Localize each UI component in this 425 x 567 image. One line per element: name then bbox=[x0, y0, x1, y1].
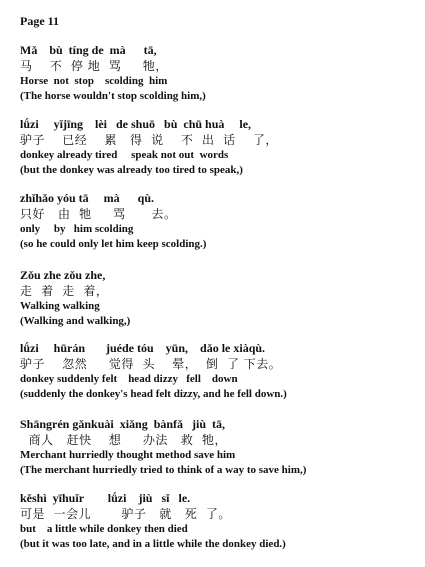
verse-block-4 bbox=[20, 269, 420, 331]
verse-block-1 bbox=[20, 44, 420, 106]
hanzi-line: 商人 赶快 想 办法 救 牠， bbox=[20, 433, 227, 447]
hanzi-line: 可是 一会儿 驴子 就 死 了。 bbox=[20, 507, 231, 521]
verse-block-5 bbox=[20, 342, 420, 404]
word-gloss-line: Merchant hurriedly thought method save him bbox=[20, 449, 236, 461]
translation-line: (but the donkey was already too tired to speak,) bbox=[20, 164, 243, 176]
page-number: Page 11 bbox=[20, 14, 59, 28]
translation-line: (The horse wouldn't stop scolding him,) bbox=[20, 90, 206, 102]
translation-line: (but it was too late, and in a little while the donkey died.) bbox=[20, 538, 286, 550]
translation-line: (suddenly the donkey's head felt dizzy, and he fell down.) bbox=[20, 388, 287, 400]
hanzi-line: 只好 由 牠 骂 去。 bbox=[20, 207, 177, 221]
pinyin-line: kěshì yīhuǐr lǘzi jiù sǐ le. bbox=[20, 491, 191, 505]
verse-block-7 bbox=[20, 492, 420, 554]
pinyin-line: lǘzi hūrán juéde tóu yūn, dǎo le xiàqù. bbox=[20, 341, 266, 355]
word-gloss-line: but a little while donkey then died bbox=[20, 523, 188, 535]
hanzi-line: 马 不 停 地 骂 牠， bbox=[20, 59, 168, 73]
translation-line: (so he could only let him keep scolding.) bbox=[20, 238, 207, 250]
pinyin-line: Zǒu zhe zǒu zhe, bbox=[20, 268, 106, 282]
word-gloss-line: donkey already tired speak not out words bbox=[20, 149, 229, 161]
word-gloss-line: only by him scolding bbox=[20, 223, 134, 235]
verse-block-3 bbox=[20, 192, 420, 254]
word-gloss-line: donkey suddenly felt head dizzy fell down bbox=[20, 373, 238, 385]
verse-block-6 bbox=[20, 418, 420, 480]
hanzi-line: 驴子 已经 累 得 说 不 出 话 了， bbox=[20, 133, 278, 147]
translation-line: (The merchant hurriedly tried to think of a way to save him,) bbox=[20, 464, 307, 476]
word-gloss-line: Walking walking bbox=[20, 300, 100, 312]
pinyin-line: zhǐhǎo yóu tā mà qù. bbox=[20, 191, 155, 205]
verse-block-2 bbox=[20, 118, 420, 180]
hanzi-line: 走 着 走 着， bbox=[20, 284, 109, 298]
translation-line: (Walking and walking,) bbox=[20, 315, 131, 327]
hanzi-line: 驴子 忽然 觉得 头 晕， 倒 了 下去。 bbox=[20, 357, 282, 371]
word-gloss-line: Horse not stop scolding him bbox=[20, 75, 168, 87]
pinyin-line: Mǎ bù tíng de mà tā, bbox=[20, 43, 157, 57]
pinyin-line: lǘzi yǐjīng lèi de shuō bù chū huà le, bbox=[20, 117, 252, 131]
pinyin-line: Shāngrén gǎnkuài xiǎng bànfǎ jiù tā, bbox=[20, 417, 226, 431]
